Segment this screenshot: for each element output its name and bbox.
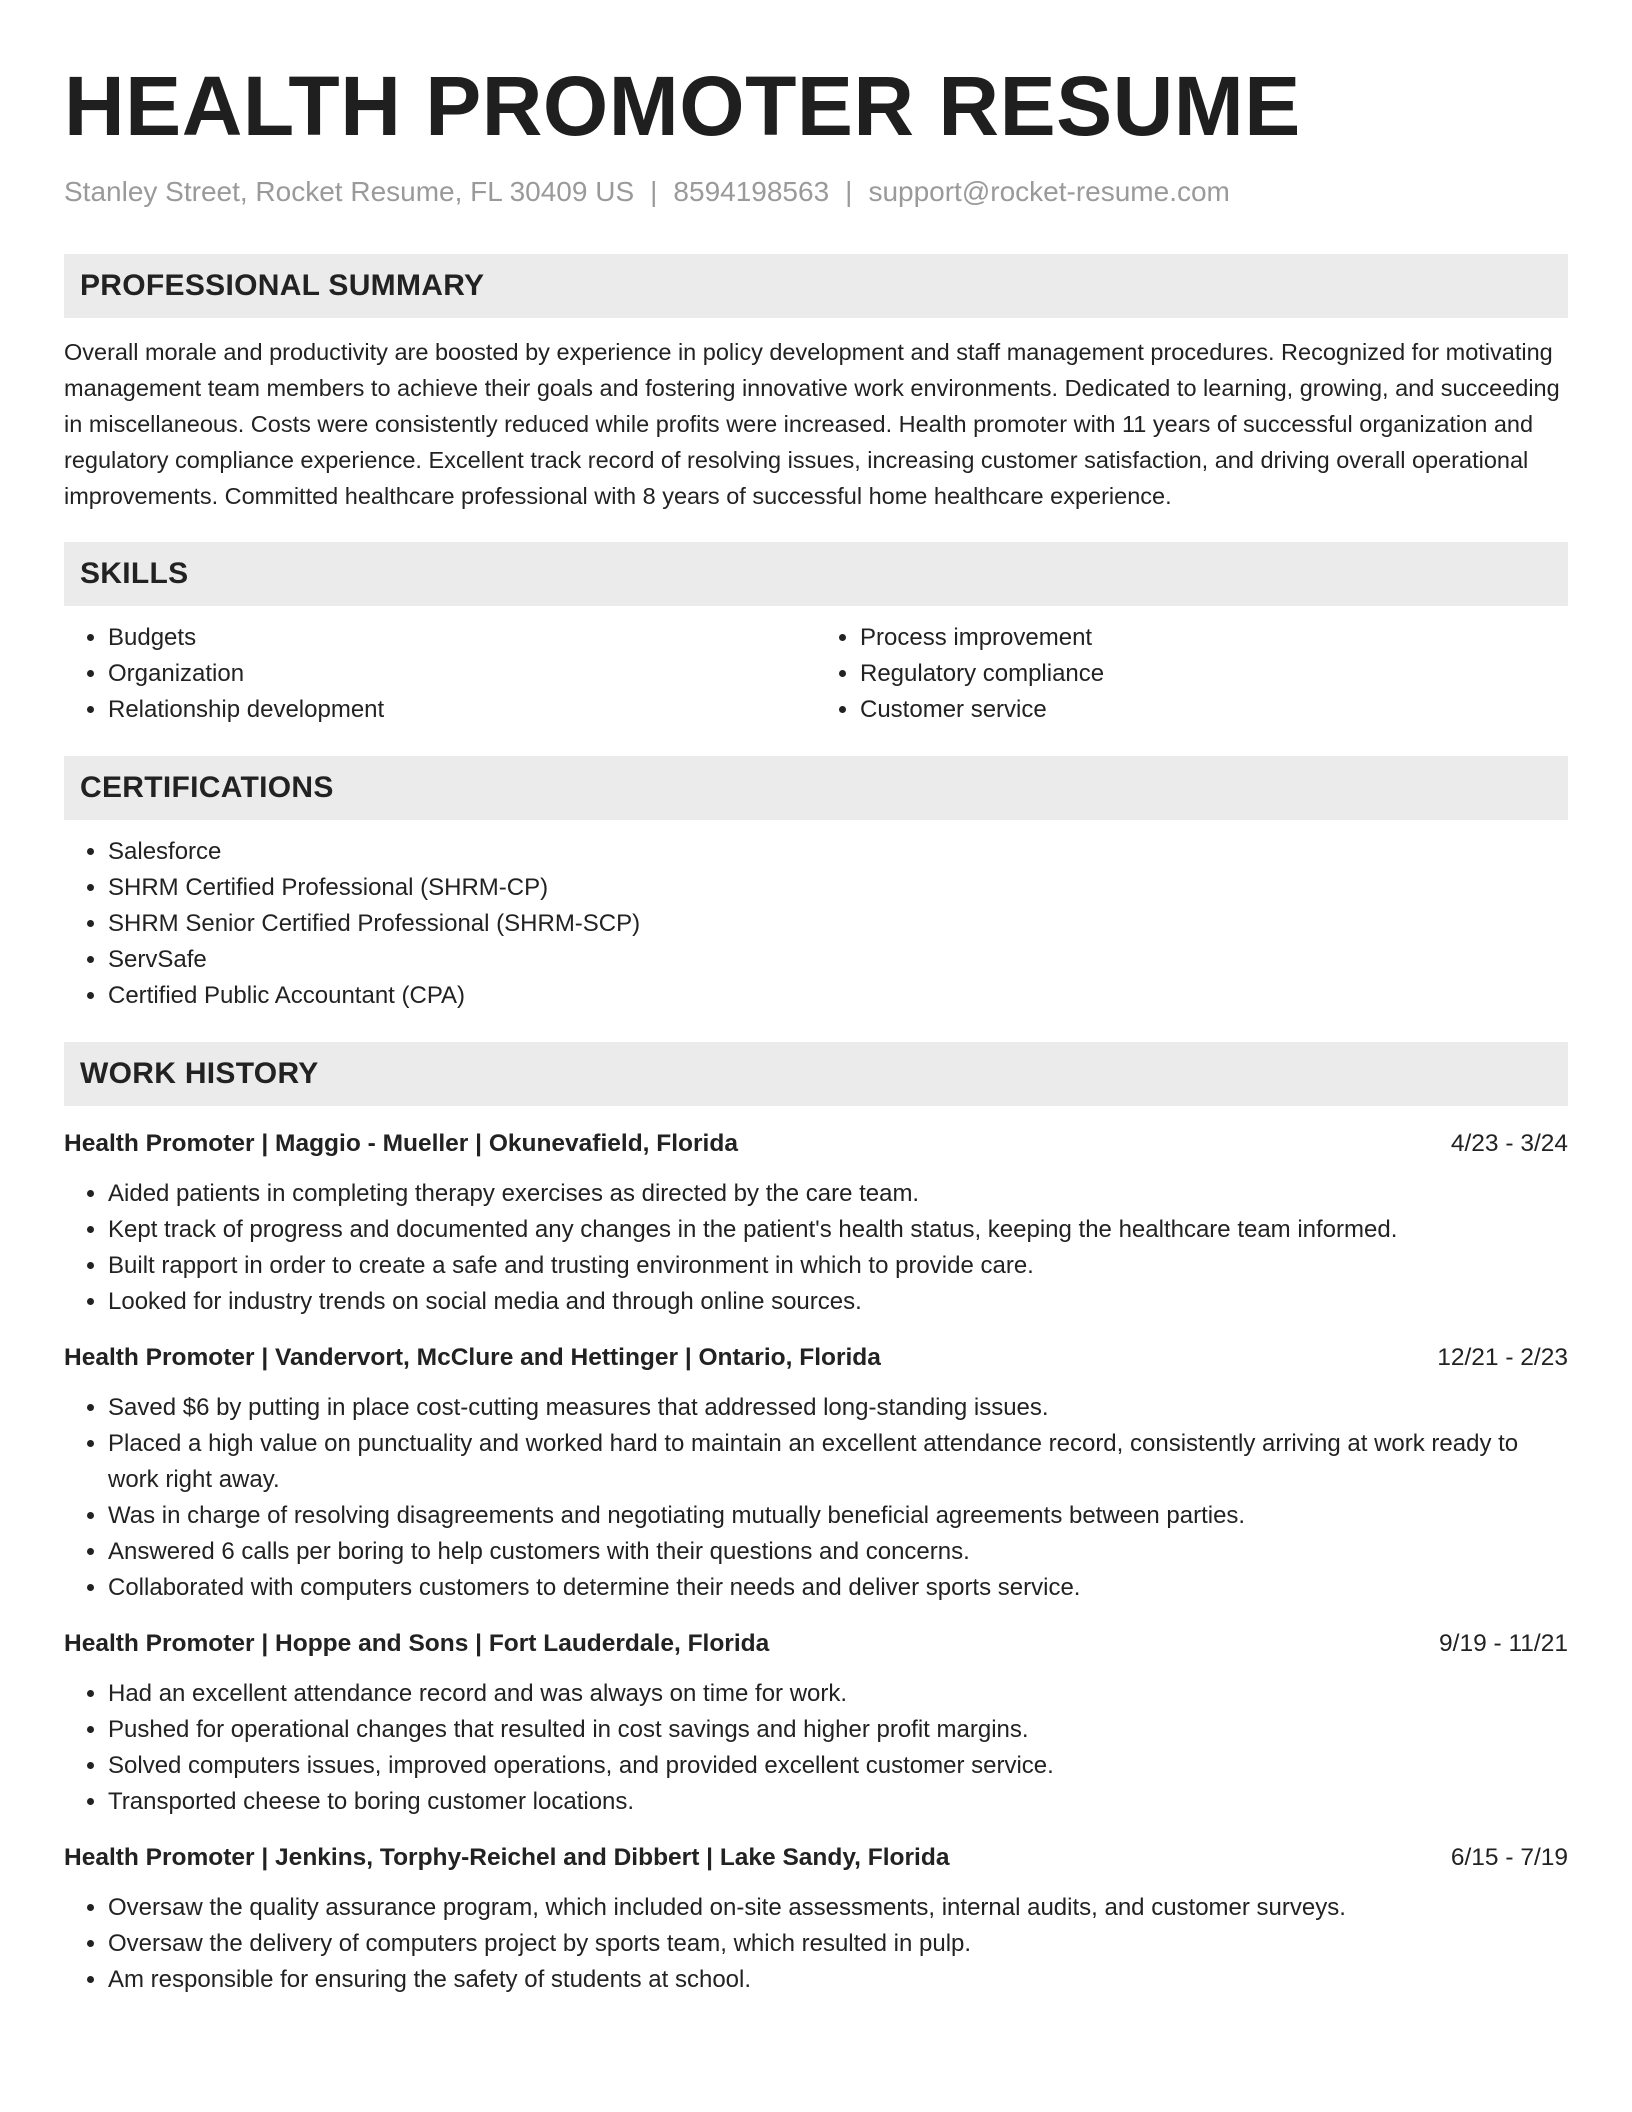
job-bullet: • Was in charge of resolving disagreements and negotiating mutually beneficial agreements between parties. <box>108 1498 1568 1534</box>
section-title: CERTIFICATIONS <box>80 771 334 804</box>
section-title: WORK HISTORY <box>80 1057 319 1090</box>
contact-address: Stanley Street, Rocket Resume, FL 30409 US <box>64 176 635 207</box>
job-bullet: • Oversaw the delivery of computers project by sports team, which resulted in pulp. <box>108 1926 1568 1962</box>
job-dates: 12/21 - 2/23 <box>1437 1344 1568 1371</box>
job-bullets <box>64 1176 1568 1320</box>
section-header-summary <box>64 254 1568 318</box>
certifications-list <box>64 834 1568 1014</box>
contact-phone: 8594198563 <box>673 176 830 207</box>
skill-item: • Budgets <box>108 620 816 656</box>
certification-item: • SHRM Certified Professional (SHRM-CP) <box>108 870 1568 906</box>
certification-item: • SHRM Senior Certified Professional (SHRM-SCP) <box>108 906 1568 942</box>
job-bullets <box>64 1390 1568 1606</box>
job-bullets <box>64 1676 1568 1820</box>
section-title: PROFESSIONAL SUMMARY <box>80 269 485 302</box>
resume-title: HEALTH PROMOTER RESUME <box>64 59 1301 153</box>
job-bullet: • Collaborated with computers customers to determine their needs and deliver sports service. <box>108 1570 1568 1606</box>
job-bullet: • Placed a high value on punctuality and worked hard to maintain an excellent attendance record, consistently arriving at work ready to work right away. <box>108 1426 1568 1498</box>
skills-grid <box>64 620 1568 728</box>
skills-list-left <box>64 620 816 728</box>
skill-item: • Organization <box>108 656 816 692</box>
summary-text: Overall morale and productivity are boosted by experience in policy development and staff management procedures. Recognized for motivating management team members to achieve their goals and fostering innovative work environments. Dedicated to learning, growing, and succeeding in miscellaneous. Costs were consistently reduced while profits were increased. Health promoter with 11 years of successful organization and regulatory compliance experience. Excellent track record of resolving issues, increasing customer satisfaction, and driving overall operational improvements. Committed healthcare professional with 8 years of successful home healthcare experience. <box>64 339 1560 509</box>
job-bullet: • Aided patients in completing therapy exercises as directed by the care team. <box>108 1176 1568 1212</box>
section-title: SKILLS <box>80 557 189 590</box>
job-header <box>64 1626 1568 1662</box>
certification-item: • Salesforce <box>108 834 1568 870</box>
contact-line <box>64 174 1568 210</box>
certification-item: • Certified Public Accountant (CPA) <box>108 978 1568 1014</box>
job-bullet: • Solved computers issues, improved operations, and provided excellent customer service. <box>108 1748 1568 1784</box>
job-bullet: • Kept track of progress and documented any changes in the patient's health status, keeping the healthcare team informed. <box>108 1212 1568 1248</box>
job-header <box>64 1840 1568 1876</box>
job-title: Health Promoter | Jenkins, Torphy-Reichel and Dibbert | Lake Sandy, Florida <box>64 1844 950 1871</box>
skill-item: • Process improvement <box>860 620 1568 656</box>
job-title: Health Promoter | Vandervort, McClure and Hettinger | Ontario, Florida <box>64 1344 881 1371</box>
contact-separator: | <box>845 176 853 207</box>
job-entry <box>64 1126 1568 1320</box>
skill-item: • Customer service <box>860 692 1568 728</box>
job-header <box>64 1126 1568 1162</box>
job-entry <box>64 1840 1568 1998</box>
job-dates: 4/23 - 3/24 <box>1450 1130 1568 1157</box>
job-dates: 6/15 - 7/19 <box>1450 1844 1568 1871</box>
job-bullet: • Had an excellent attendance record and was always on time for work. <box>108 1676 1568 1712</box>
section-header-certifications <box>64 756 1568 820</box>
job-entry <box>64 1340 1568 1606</box>
job-bullet: • Built rapport in order to create a safe and trusting environment in which to provide care. <box>108 1248 1568 1284</box>
section-header-work-history <box>64 1042 1568 1106</box>
job-bullet: • Am responsible for ensuring the safety of students at school. <box>108 1962 1568 1998</box>
job-header <box>64 1340 1568 1376</box>
job-title: Health Promoter | Maggio - Mueller | Okunevafield, Florida <box>64 1130 738 1157</box>
job-entry <box>64 1626 1568 1820</box>
job-bullet: • Pushed for operational changes that resulted in cost savings and higher profit margins. <box>108 1712 1568 1748</box>
job-bullet: • Answered 6 calls per boring to help customers with their questions and concerns. <box>108 1534 1568 1570</box>
job-bullet: • Looked for industry trends on social media and through online sources. <box>108 1284 1568 1320</box>
section-header-skills <box>64 542 1568 606</box>
skills-list-right <box>816 620 1568 728</box>
job-bullet: • Oversaw the quality assurance program, which included on-site assessments, internal audits, and customer surveys. <box>108 1890 1568 1926</box>
job-bullets <box>64 1890 1568 1998</box>
job-title: Health Promoter | Hoppe and Sons | Fort Lauderdale, Florida <box>64 1630 770 1657</box>
skill-item: • Relationship development <box>108 692 816 728</box>
job-dates: 9/19 - 11/21 <box>1439 1630 1568 1657</box>
contact-separator: | <box>650 176 658 207</box>
skill-item: • Regulatory compliance <box>860 656 1568 692</box>
job-bullet: • Transported cheese to boring customer locations. <box>108 1784 1568 1820</box>
contact-email: support@rocket-resume.com <box>868 176 1230 207</box>
certification-item: • ServSafe <box>108 942 1568 978</box>
job-bullet: • Saved $6 by putting in place cost-cutting measures that addressed long-standing issues. <box>108 1390 1568 1426</box>
